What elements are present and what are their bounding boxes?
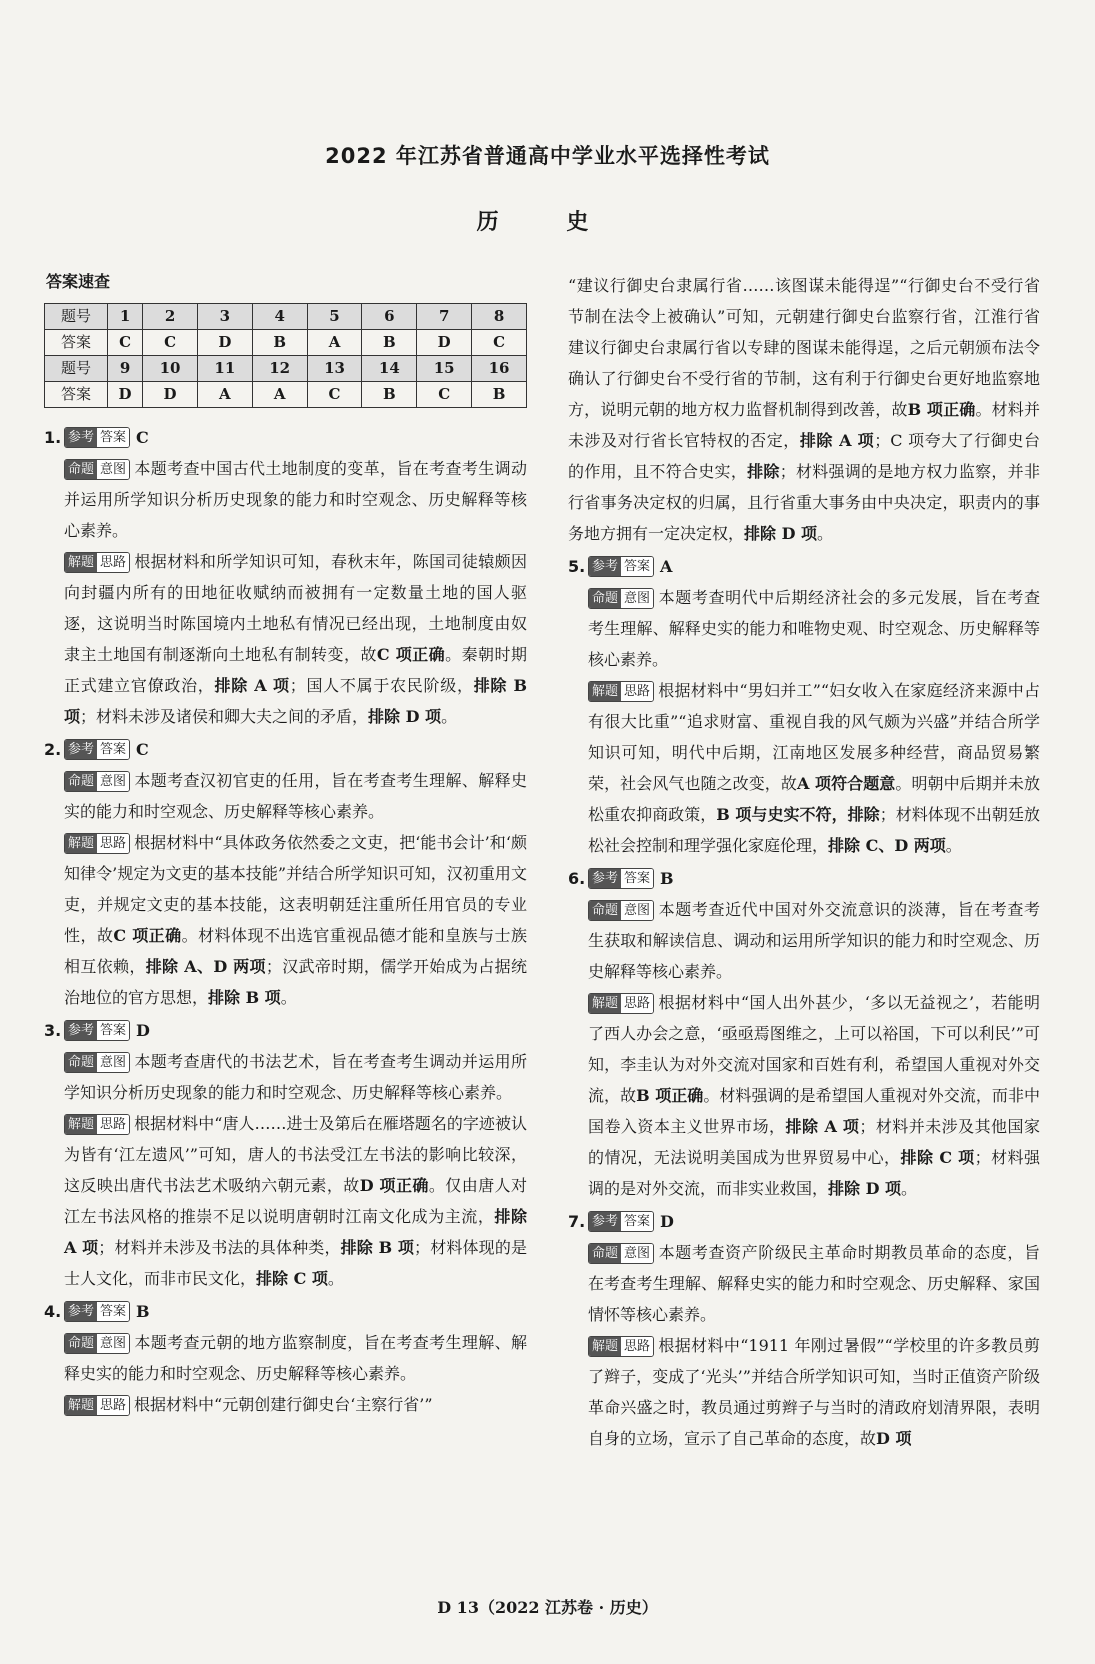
question-6-header	[568, 863, 1040, 894]
idea-text: 根据材料中“国人出外甚少，‘多以无益视之’，若能明了西人办会之意，‘亟亟焉图维之，上可以裕国，下可以利民’”可知，李圭认为对外交流对国家和百姓有利，希望国人重视对外交流，故	[588, 993, 1040, 1105]
question-7-header	[568, 1206, 1040, 1237]
table-cell: 11	[197, 356, 252, 382]
idea-badge	[588, 1336, 654, 1357]
table-cell: C	[307, 382, 362, 408]
table-row	[45, 304, 527, 330]
badge-right: 意图	[621, 1244, 653, 1263]
intent-text: 本题考查中国古代土地制度的变革，旨在考查考生调动并运用所学知识分析历史现象的能力和时空观念、历史解释等核心素养。	[64, 459, 527, 540]
idea-text: 根据材料中“1911 年刚过暑假”“学校里的许多教员剪了辫子，变成了‘光头’”并结合所学知识可知，当时正值资产阶级革命兴盛之时，教员通过剪辫子与当时的清政府划清界限，表明自身的立场，宣示了自己革命的态度，故	[588, 1336, 1040, 1448]
question-4-header	[44, 1296, 527, 1327]
intent-text: 本题考查唐代的书法艺术，旨在考查考生调动并运用所学知识分析历史现象的能力和时空观念、历史解释等核心素养。	[64, 1052, 527, 1102]
idea-text: 。材料体现不出选官重视品德才能和皇族与士族相互依赖，	[64, 926, 527, 976]
table-cell: A	[307, 330, 362, 356]
reference-answer-badge	[588, 556, 654, 577]
intent-paragraph	[44, 453, 527, 546]
intent-text: 本题考查元朝的地方监察制度，旨在考查考生理解、解释史实的能力和时空观念、历史解释等核心素养。	[64, 1333, 527, 1383]
badge-left: 命题	[65, 1334, 97, 1353]
question-answer: B	[136, 1302, 150, 1321]
table-cell: 7	[417, 304, 472, 330]
idea-emphasis: 排除 C 项	[900, 1148, 975, 1167]
intent-paragraph	[568, 894, 1040, 987]
idea-text: 。	[441, 707, 458, 726]
idea-paragraph	[44, 827, 527, 1013]
question-number: 1.	[44, 428, 62, 447]
left-column	[44, 268, 527, 1420]
idea-text: 。	[280, 988, 297, 1007]
idea-text: 根据材料中“男妇并工”“妇女收入在家庭经济来源中占有很大比重”“追求财富、重视自我的风气颇为兴盛”并结合所学知识可知，明代中后期，江南地区发展多种经营，商品贸易繁荣，社会风气也随之改变，故	[588, 681, 1040, 793]
badge-right: 答案	[97, 428, 129, 447]
answer-table	[44, 303, 527, 408]
idea-emphasis: 排除 B 项	[208, 988, 281, 1007]
badge-left: 解题	[589, 682, 621, 701]
idea-paragraph	[44, 1108, 527, 1294]
idea-emphasis: 排除 C 项	[256, 1269, 328, 1288]
badge-left: 命题	[65, 1053, 97, 1072]
idea-text: 。仅由唐人对江左书法风格的推崇不足以说明唐朝时江南文化成为主流，	[64, 1176, 527, 1226]
badge-right: 意图	[621, 901, 653, 920]
page-title: 2022 年江苏省普通高中学业水平选择性考试	[325, 144, 770, 168]
table-cell: A	[252, 382, 307, 408]
intent-badge	[588, 588, 654, 609]
idea-emphasis: B 项正确	[907, 400, 976, 419]
intent-paragraph	[44, 765, 527, 827]
table-cell: 1	[108, 304, 143, 330]
question-number: 6.	[568, 869, 586, 888]
badge-right: 答案	[621, 1212, 653, 1231]
intent-text: 本题考查资产阶级民主革命时期教员革命的态度，旨在考查考生理解、解释史实的能力和时空观念、历史解释、家国情怀等核心素养。	[588, 1243, 1040, 1324]
idea-badge	[64, 1395, 130, 1416]
intent-badge	[588, 1243, 654, 1264]
badge-right: 意图	[621, 589, 653, 608]
badge-right: 思路	[621, 1337, 653, 1356]
idea-badge	[64, 552, 130, 573]
table-cell: 14	[362, 356, 417, 382]
question-answer: C	[136, 428, 149, 447]
idea-text: ；材料强调的是对外交流，而非实业救国，	[588, 1148, 1040, 1198]
table-cell: C	[472, 330, 527, 356]
idea-text: ；C 项夸大了行御史台的作用，且不符合史实，	[568, 431, 1040, 481]
badge-right: 思路	[97, 1115, 129, 1134]
idea-text: ；汉武帝时期，儒学开始成为占据统治地位的官方思想，	[64, 957, 527, 1007]
idea-text: 。明朝中后期并未放松重农抑商政策，	[588, 774, 1040, 824]
idea-emphasis: C 项正确	[376, 645, 446, 664]
question-5-header	[568, 551, 1040, 582]
idea-paragraph	[568, 987, 1040, 1204]
table-cell: 题号	[45, 356, 108, 382]
table-cell: 答案	[45, 330, 108, 356]
question-number: 5.	[568, 557, 586, 576]
intent-paragraph	[568, 582, 1040, 675]
table-cell: 3	[197, 304, 252, 330]
table-cell: C	[417, 382, 472, 408]
badge-right: 思路	[97, 1396, 129, 1415]
badge-right: 思路	[97, 553, 129, 572]
badge-right: 意图	[97, 1334, 129, 1353]
badge-left: 参考	[589, 869, 621, 888]
badge-left: 参考	[65, 740, 97, 759]
idea-badge	[64, 1114, 130, 1135]
question-answer: D	[660, 1212, 674, 1231]
idea-text: ；国人不属于农民阶级，	[289, 676, 474, 695]
badge-left: 解题	[589, 994, 621, 1013]
table-cell: D	[143, 382, 198, 408]
badge-right: 思路	[621, 994, 653, 1013]
reference-answer-badge	[64, 1020, 130, 1041]
question-number: 3.	[44, 1021, 62, 1040]
intent-badge	[64, 1052, 130, 1073]
idea-emphasis: 排除 C、D 两项	[828, 836, 946, 855]
badge-left: 解题	[65, 553, 97, 572]
idea-emphasis: 排除 B 项	[340, 1238, 415, 1257]
table-cell: 9	[108, 356, 143, 382]
idea-emphasis: B 项正确	[636, 1086, 704, 1105]
badge-right: 答案	[621, 557, 653, 576]
question-number: 2.	[44, 740, 62, 759]
table-cell: 8	[472, 304, 527, 330]
idea-emphasis: 排除 A 项	[799, 431, 875, 450]
idea-text: ；材料并未涉及其他国家的情况，无法说明美国成为世界贸易中心，	[588, 1117, 1040, 1167]
table-cell: 12	[252, 356, 307, 382]
idea-paragraph	[568, 1330, 1040, 1454]
table-cell: D	[108, 382, 143, 408]
badge-right: 思路	[621, 682, 653, 701]
badge-left: 参考	[65, 1302, 97, 1321]
table-cell: B	[362, 330, 417, 356]
intent-badge	[588, 900, 654, 921]
badge-left: 解题	[65, 834, 97, 853]
idea-text: 根据材料中“元朝创建行御史台‘主察行省’”	[134, 1395, 433, 1414]
idea-emphasis: C 项正确	[113, 926, 182, 945]
table-cell: B	[472, 382, 527, 408]
idea-text: ；材料体现不出朝廷放松社会控制和理学强化家庭伦理，	[588, 805, 1040, 855]
idea-text: 。秦朝时期正式建立官僚政治，	[64, 645, 527, 695]
idea-text: 根据材料中“具体政务依然委之文吏，把‘能书会计’和‘颇知律令’规定为文吏的基本技能”并结合所学知识可知，汉初重用文吏，并规定文吏的基本技能，这表明朝廷注重所任用官员的专业性，故	[64, 833, 527, 945]
idea-text: ；材料体现的是士人文化，而非市民文化，	[64, 1238, 527, 1288]
badge-left: 参考	[589, 1212, 621, 1231]
idea-paragraph	[44, 546, 527, 732]
question-answer: B	[660, 869, 674, 888]
badge-right: 意图	[97, 460, 129, 479]
table-cell: 13	[307, 356, 362, 382]
idea-emphasis: 排除 D 项	[744, 524, 818, 543]
idea-text: ；材料并未涉及书法的具体种类，	[98, 1238, 341, 1257]
badge-left: 解题	[65, 1115, 97, 1134]
question-number: 4.	[44, 1302, 62, 1321]
idea-emphasis: 排除 B 项	[64, 676, 527, 726]
badge-left: 解题	[65, 1396, 97, 1415]
table-cell: D	[417, 330, 472, 356]
idea-text: 根据材料中“唐人……进士及第后在雁塔题名的字迹被认为皆有‘江左遗风’”可知，唐人的书法受江左书法的影响比较深，这反映出唐代书法艺术吸纳六朝元素，故	[64, 1114, 527, 1195]
question-answer: A	[660, 557, 673, 576]
badge-left: 命题	[65, 460, 97, 479]
intent-paragraph	[44, 1046, 527, 1108]
table-cell: 4	[252, 304, 307, 330]
table-cell: 答案	[45, 382, 108, 408]
table-cell: B	[362, 382, 417, 408]
reference-answer-badge	[64, 739, 130, 760]
table-row	[45, 382, 527, 408]
idea-emphasis: 排除 A 项	[64, 1207, 527, 1257]
badge-left: 参考	[65, 1021, 97, 1040]
idea-text: 。	[327, 1269, 344, 1288]
idea-text: 。	[945, 836, 962, 855]
reference-answer-badge	[64, 427, 130, 448]
table-row	[45, 330, 527, 356]
badge-right: 意图	[97, 772, 129, 791]
table-cell: C	[143, 330, 198, 356]
idea-text: 。	[817, 524, 834, 543]
table-cell: 6	[362, 304, 417, 330]
idea-emphasis: 排除 A 项	[214, 676, 290, 695]
table-cell: 15	[417, 356, 472, 382]
table-cell: 题号	[45, 304, 108, 330]
badge-left: 参考	[589, 557, 621, 576]
question-answer: D	[136, 1021, 150, 1040]
question-number: 7.	[568, 1212, 586, 1231]
table-cell: C	[108, 330, 143, 356]
right-column	[568, 270, 1040, 1454]
idea-text: “建议行御史台隶属行省……该图谋未能得逞”“行御史台不受行省节制在法令上被确认”可知，元朝建行御史台监察行省，江淮行省建议行御史台隶属行省以专肆的图谋未能得逞，之后元朝颁布法令确认了行御史台不受行省的节制，这有利于行御史台更好地监察地方，说明元朝的地方权力监督机制得到改善，故	[568, 276, 1040, 419]
badge-left: 命题	[589, 589, 621, 608]
table-cell: 10	[143, 356, 198, 382]
intent-badge	[64, 1333, 130, 1354]
idea-text: 。材料强调的是希望国人重视对外交流，而非中国卷入资本主义世界市场，	[588, 1086, 1040, 1136]
q4-continued	[568, 270, 1040, 549]
idea-badge	[64, 833, 130, 854]
question-2-header	[44, 734, 527, 765]
badge-left: 命题	[65, 772, 97, 791]
badge-right: 思路	[97, 834, 129, 853]
table-cell: A	[197, 382, 252, 408]
intent-text: 本题考查近代中国对外交流意识的淡薄，旨在考查考生获取和解读信息、调动和运用所学知识的能力和时空观念、历史解释等核心素养。	[588, 900, 1040, 981]
reference-answer-badge	[64, 1301, 130, 1322]
idea-emphasis: D 项正确	[359, 1176, 429, 1195]
table-cell: B	[252, 330, 307, 356]
intent-badge	[64, 459, 130, 480]
badge-left: 命题	[589, 901, 621, 920]
badge-left: 命题	[589, 1244, 621, 1263]
idea-emphasis: 排除 D 项	[368, 707, 442, 726]
idea-emphasis: B 项与史实不符，排除	[716, 805, 880, 824]
table-cell: 16	[472, 356, 527, 382]
idea-paragraph	[568, 675, 1040, 861]
question-1-header	[44, 422, 527, 453]
idea-text: 。材料并未涉及对行省长官特权的否定，	[568, 400, 1040, 450]
page-footer: D 13（2022 江苏卷 · 历史）	[437, 1598, 658, 1617]
idea-emphasis: A 项符合题意	[796, 774, 896, 793]
idea-emphasis: 排除 A 项	[785, 1117, 860, 1136]
intent-text: 本题考查明代中后期经济社会的多元发展，旨在考查考生理解、解释史实的能力和唯物史观、时空观念、历史解释等核心素养。	[588, 588, 1040, 669]
reference-answer-badge	[588, 868, 654, 889]
idea-emphasis: D 项	[876, 1429, 912, 1448]
badge-right: 答案	[97, 1302, 129, 1321]
idea-text: ；材料强调的是地方权力监察，并非行省事务决定权的归属，且行省重大事务由中央决定，职责内的事务地方拥有一定决定权，	[568, 462, 1040, 543]
idea-text: 。	[901, 1179, 918, 1198]
idea-paragraph	[44, 1389, 527, 1420]
idea-badge	[588, 993, 654, 1014]
badge-right: 答案	[97, 1021, 129, 1040]
table-row	[45, 356, 527, 382]
badge-right: 答案	[621, 869, 653, 888]
intent-badge	[64, 771, 130, 792]
table-cell: 2	[143, 304, 198, 330]
idea-emphasis: 排除 D 项	[828, 1179, 902, 1198]
badge-right: 答案	[97, 740, 129, 759]
quick-answer-title: 答案速查	[46, 272, 111, 291]
badge-right: 意图	[97, 1053, 129, 1072]
question-answer: C	[136, 740, 149, 759]
idea-text: ；材料未涉及诸侯和卿大夫之间的矛盾，	[80, 707, 369, 726]
subject-title: 历 史	[476, 210, 619, 235]
badge-left: 解题	[589, 1337, 621, 1356]
badge-left: 参考	[65, 428, 97, 447]
intent-paragraph	[568, 1237, 1040, 1330]
table-cell: D	[197, 330, 252, 356]
idea-badge	[588, 681, 654, 702]
reference-answer-badge	[588, 1211, 654, 1232]
intent-paragraph	[44, 1327, 527, 1389]
idea-text: 根据材料和所学知识可知，春秋末年，陈国司徒辕颇因向封疆内所有的田地征收赋纳而被拥有一定数量土地的国人驱逐，这说明当时陈国境内土地私有情况已经出现，土地制度由奴隶主土地国有制逐渐向土地私有制转变，故	[64, 552, 527, 664]
table-cell: 5	[307, 304, 362, 330]
idea-emphasis: 排除	[747, 462, 780, 481]
question-3-header	[44, 1015, 527, 1046]
idea-emphasis: 排除 A、D 两项	[145, 957, 266, 976]
intent-text: 本题考查汉初官吏的任用，旨在考查考生理解、解释史实的能力和时空观念、历史解释等核心素养。	[64, 771, 527, 821]
